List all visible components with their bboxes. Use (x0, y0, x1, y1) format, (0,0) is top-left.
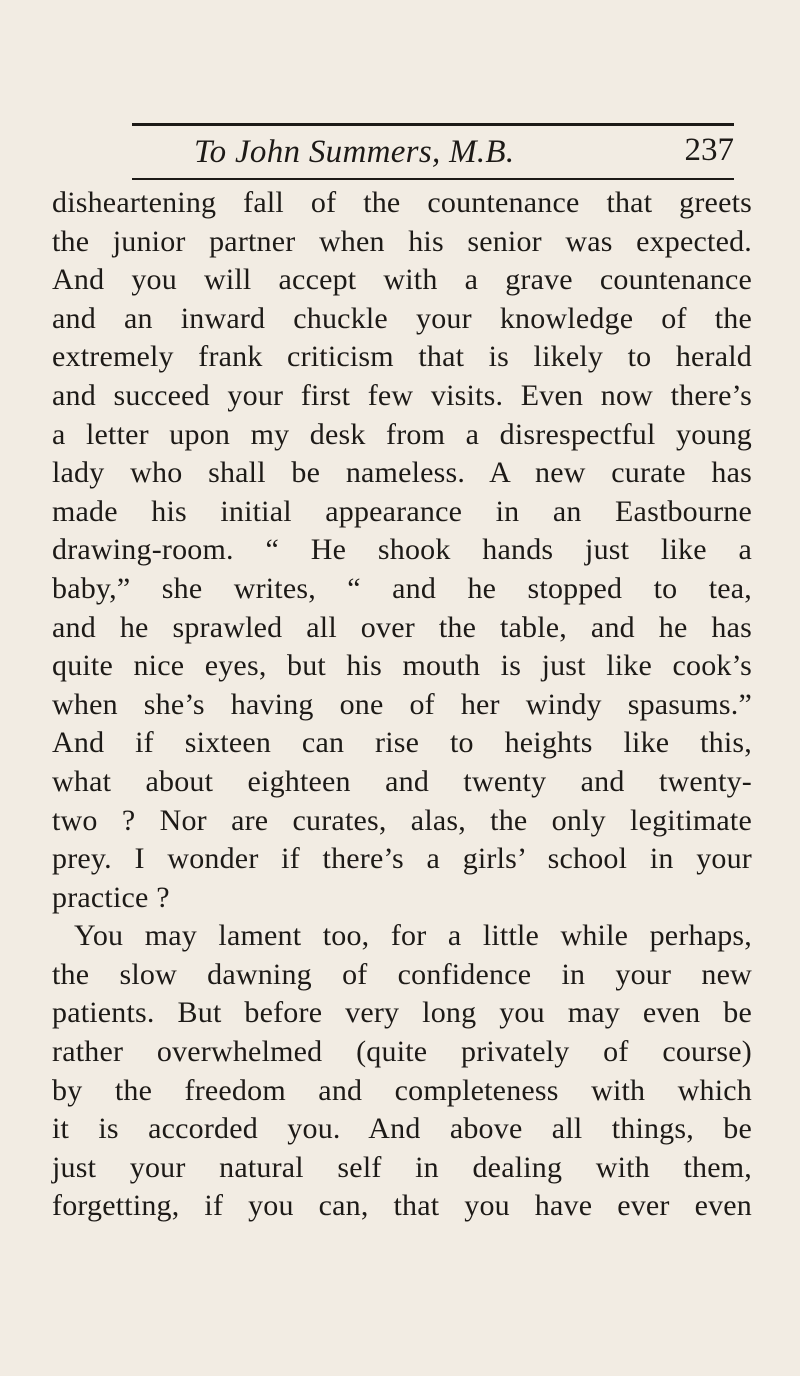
running-header (132, 128, 734, 174)
running-title: To John Summers, M.B. (194, 134, 515, 170)
text-line: when she’s having one of her windy spasums.” (52, 687, 752, 721)
paragraph-end-line: practice ? (52, 880, 170, 914)
paragraph-start-line: You may lament too, for a little while perhaps, (74, 919, 752, 953)
text-line: baby,” she writes, “ and he stopped to tea, (52, 571, 752, 605)
text-line: rather overwhelmed (quite privately of course) (52, 1035, 752, 1069)
text-line: made his initial appearance in an Eastbourne (52, 494, 752, 528)
text-line: and an inward chuckle your knowledge of the (52, 301, 752, 335)
text-line: what about eighteen and twenty and twenty- (52, 764, 752, 798)
text-line: and he sprawled all over the table, and he has (52, 610, 752, 644)
header-rule-bottom (132, 178, 734, 180)
text-line: by the freedom and completeness with which (52, 1073, 752, 1107)
text-line: And if sixteen can rise to heights like this, (52, 726, 752, 760)
text-line: two ? Nor are curates, alas, the only legitimate (52, 803, 752, 837)
text-line: the junior partner when his senior was expected. (52, 224, 752, 258)
text-line: quite nice eyes, but his mouth is just like cook’s (52, 649, 752, 683)
body-text (52, 184, 752, 1226)
text-line: disheartening fall of the countenance that greets (52, 186, 752, 219)
text-line: lady who shall be nameless. A new curate has (52, 456, 752, 490)
text-line: a letter upon my desk from a disrespectful young (52, 417, 752, 451)
text-line: extremely frank criticism that is likely to herald (52, 340, 752, 374)
text-line: prey. I wonder if there’s a girls’ school in your (52, 842, 752, 876)
text-line: the slow dawning of confidence in your new (52, 957, 752, 991)
text-line: forgetting, if you can, that you have ever even (52, 1189, 752, 1223)
text-line: it is accorded you. And above all things, be (52, 1112, 752, 1146)
text-line: and succeed your first few visits. Even now there’s (52, 378, 752, 412)
header-rule-top (132, 123, 734, 126)
text-line: drawing-room. “ He shook hands just like a (52, 533, 752, 567)
text-line: just your natural self in dealing with them, (52, 1150, 752, 1184)
page-number: 237 (684, 132, 734, 168)
text-line: And you will accept with a grave countenance (52, 263, 752, 297)
text-line: patients. But before very long you may even be (52, 996, 752, 1030)
